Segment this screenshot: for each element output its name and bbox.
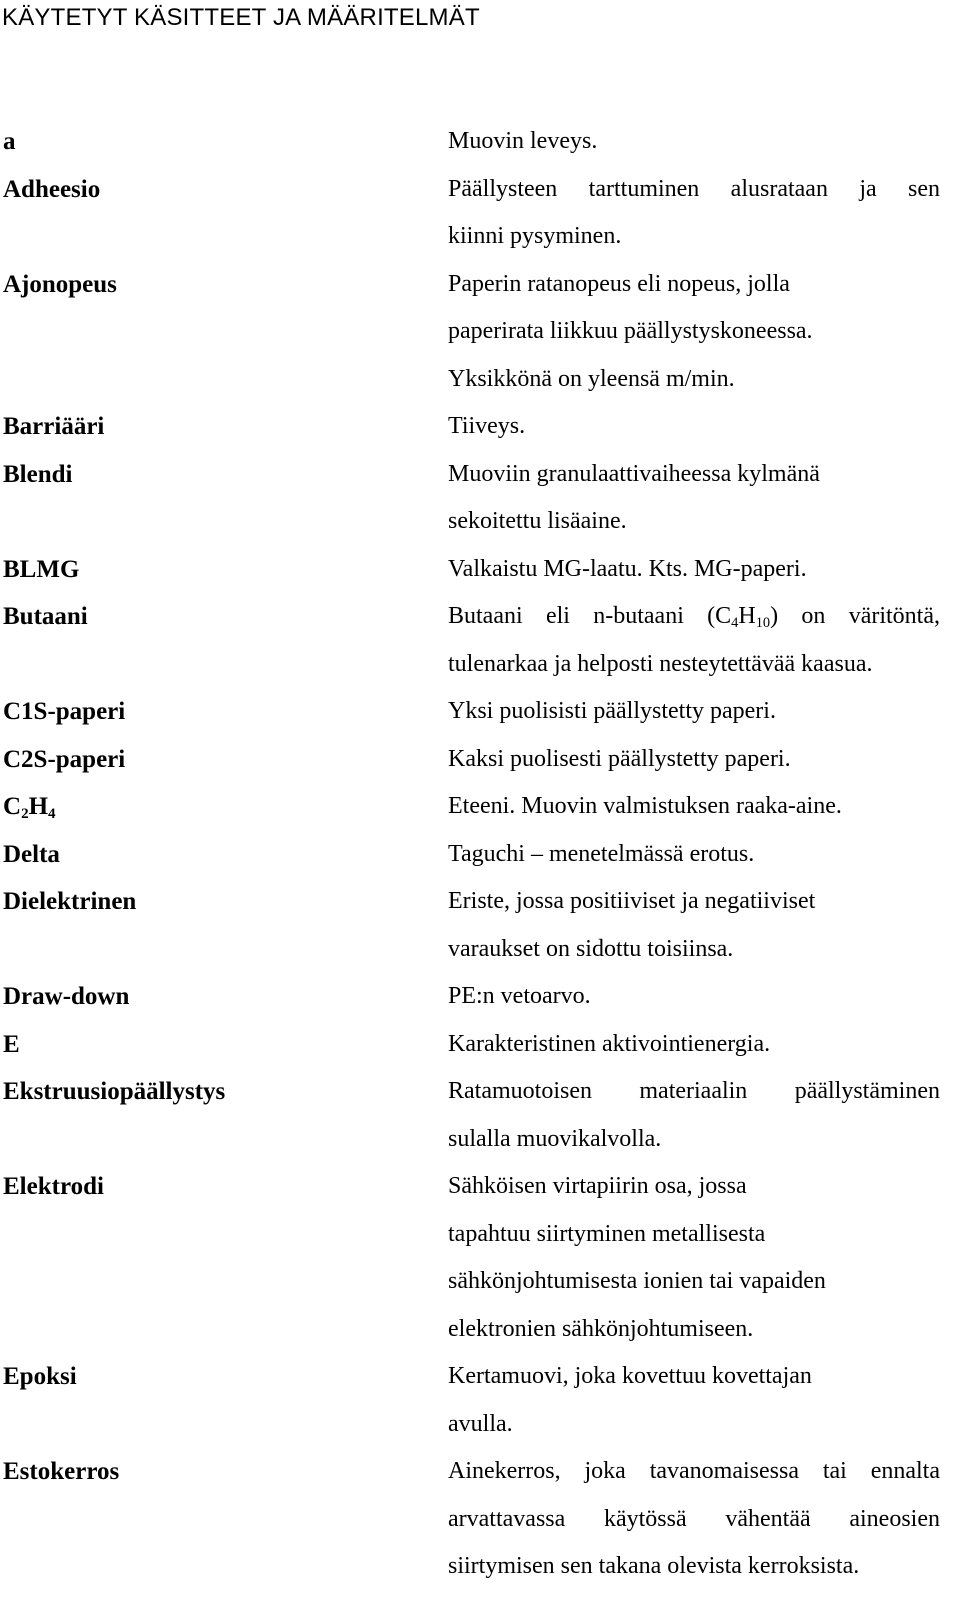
definition-line: Karakteristinen aktivointienergia. bbox=[448, 1030, 771, 1057]
definition bbox=[448, 261, 940, 404]
definition-line: Valkaistu MG-laatu. Kts. MG-paperi. bbox=[448, 555, 807, 582]
formula-text: Butaani eli n-butaani (C bbox=[448, 603, 732, 629]
definition bbox=[448, 783, 940, 831]
term: E bbox=[3, 1030, 20, 1058]
term: Barriääri bbox=[3, 413, 105, 440]
formula-subscript: 2 bbox=[21, 806, 29, 823]
glossary-entry-draw-down bbox=[0, 973, 960, 1021]
definition-line: Päällysteen tarttuminen alusrataan ja sen bbox=[448, 175, 940, 202]
definition bbox=[448, 688, 940, 736]
term: Draw-down bbox=[3, 983, 130, 1010]
term: BLMG bbox=[3, 555, 80, 583]
definition-line: Ainekerros, joka tavanomaisessa tai ennalta bbox=[448, 1458, 940, 1484]
definition-line: avulla. bbox=[448, 1410, 513, 1437]
definition-line: sekoitettu lisäaine. bbox=[448, 508, 627, 534]
glossary-entry-ekstruusiopaallystys bbox=[0, 1068, 960, 1163]
term: Blendi bbox=[3, 460, 73, 488]
term-formula bbox=[0, 783, 448, 831]
glossary-entry-delta bbox=[0, 831, 960, 879]
glossary-entry-dielektrinen bbox=[0, 878, 960, 973]
definition bbox=[448, 1068, 940, 1163]
definition bbox=[448, 831, 940, 879]
definition-line: Yksi puolisisti päällystetty paperi. bbox=[448, 698, 776, 724]
glossary-entry-ajonopeus bbox=[0, 261, 960, 404]
glossary-entry-c1s-paperi bbox=[0, 688, 960, 736]
formula-subscript: 4 bbox=[731, 615, 739, 632]
definition-line: Muovin leveys. bbox=[448, 128, 598, 154]
definition-line: sulalla muovikalvolla. bbox=[448, 1125, 662, 1152]
definition-line: Eteeni. Muovin valmistuksen raaka-aine. bbox=[448, 793, 842, 819]
formula-subscript: 10 bbox=[755, 615, 771, 632]
definition-line: kiinni pysyminen. bbox=[448, 223, 622, 249]
glossary-entry-estokerros bbox=[0, 1448, 960, 1591]
definition bbox=[448, 593, 940, 688]
definition-line: Tiiveys. bbox=[448, 413, 526, 439]
glossary-entry-a bbox=[0, 118, 960, 166]
definition-line: tapahtuu siirtyminen metallisesta bbox=[448, 1220, 766, 1247]
term: Delta bbox=[3, 840, 60, 868]
term: Ekstruusiopäällystys bbox=[3, 1078, 226, 1105]
page-title: KÄYTETYT KÄSITTEET JA MÄÄRITELMÄT bbox=[2, 4, 480, 31]
glossary-entry-blendi bbox=[0, 451, 960, 546]
definition bbox=[448, 973, 940, 1021]
definition-line: varaukset on sidottu toisiinsa. bbox=[448, 935, 734, 962]
definition-line: sähkönjohtumisesta ionien tai vapaiden bbox=[448, 1268, 826, 1294]
formula-text: C bbox=[3, 793, 22, 820]
term: a bbox=[3, 128, 16, 155]
definition-line: arvattavassa käytössä vähentää aineosien bbox=[448, 1505, 940, 1532]
definition-line: Muoviin granulaattivaiheessa kylmänä bbox=[448, 460, 820, 487]
glossary-entry-adheesio bbox=[0, 166, 960, 261]
definition-line: Eriste, jossa positiiviset ja negatiiviset bbox=[448, 888, 816, 914]
glossary-entry-c2h4 bbox=[0, 783, 960, 831]
glossary-entry-barriaari bbox=[0, 403, 960, 451]
definition-line: Ratamuotoisen materiaalin päällystäminen bbox=[448, 1078, 940, 1104]
term: Dielektrinen bbox=[3, 888, 137, 915]
definition-line-formula bbox=[448, 593, 940, 641]
glossary-entry-c2s-paperi bbox=[0, 736, 960, 784]
term: C1S-paperi bbox=[3, 698, 126, 725]
definition-line: Paperin ratanopeus eli nopeus, jolla bbox=[448, 270, 790, 297]
definition bbox=[448, 1163, 940, 1353]
glossary-entry-epoksi bbox=[0, 1353, 960, 1448]
term: C2S-paperi bbox=[3, 745, 126, 773]
definition bbox=[448, 736, 940, 784]
term: Ajonopeus bbox=[3, 270, 117, 298]
definition bbox=[448, 1448, 940, 1591]
glossary-entry-butaani bbox=[0, 593, 960, 688]
definition bbox=[448, 1021, 940, 1069]
term: Adheesio bbox=[3, 175, 101, 203]
definition-line: Kertamuovi, joka kovettuu kovettajan bbox=[448, 1363, 812, 1389]
formula-text: H bbox=[738, 603, 756, 629]
glossary-entry-blmg bbox=[0, 546, 960, 594]
term: Butaani bbox=[3, 603, 88, 630]
definition bbox=[448, 546, 940, 594]
definition-line: paperirata liikkuu päällystyskoneessa. bbox=[448, 318, 813, 344]
definition-line: tulenarkaa ja helposti nesteytettävää kaasua. bbox=[448, 650, 873, 677]
definition-line: Taguchi – menetelmässä erotus. bbox=[448, 840, 755, 867]
definition-line: Kaksi puolisesti päällystetty paperi. bbox=[448, 745, 791, 772]
formula-text: H bbox=[28, 793, 49, 820]
definition-line: siirtymisen sen takana olevista kerroksista. bbox=[448, 1553, 860, 1579]
definition bbox=[448, 451, 940, 546]
definition bbox=[448, 403, 940, 451]
term: Epoksi bbox=[3, 1363, 77, 1390]
definition-line: PE:n vetoarvo. bbox=[448, 983, 591, 1009]
definition-line: Sähköisen virtapiirin osa, jossa bbox=[448, 1173, 747, 1199]
definition bbox=[448, 1353, 940, 1448]
formula-subscript: 4 bbox=[48, 806, 56, 823]
definition-line: elektronien sähkönjohtumiseen. bbox=[448, 1315, 754, 1342]
glossary-list bbox=[0, 118, 960, 1591]
definition bbox=[448, 166, 940, 261]
definition bbox=[448, 118, 940, 166]
definition-line: Yksikkönä on yleensä m/min. bbox=[448, 365, 735, 392]
term: Estokerros bbox=[3, 1458, 120, 1485]
formula-text: ) on väritöntä, bbox=[770, 603, 940, 629]
definition bbox=[448, 878, 940, 973]
glossary-entry-elektrodi bbox=[0, 1163, 960, 1353]
term: Elektrodi bbox=[3, 1173, 104, 1200]
glossary-entry-e bbox=[0, 1021, 960, 1069]
